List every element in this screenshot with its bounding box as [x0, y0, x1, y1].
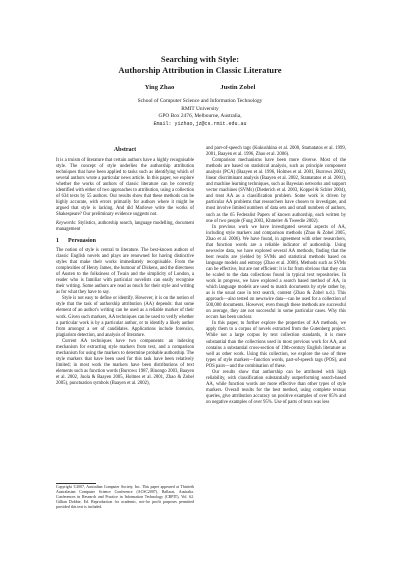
right-column-body: [206, 146, 346, 406]
title-line-2: Authorship Attribution in Classic Literature: [118, 65, 282, 75]
body-paragraph: In this paper, to further explore the properties of AA methods, we apply them to a corpus of novels extracted from the Gutenberg project. While not a large corpus by text collection standards, it is more substantial than the collections used in most previous work for AA, and contains a substantial cross-section of 19th-century English literature as well as other work. Using this collection, we explore the use of three types of style markers—function words, part-of-speech tags (POS), and POS pairs—and the combination of these.: [206, 321, 346, 369]
keywords-label: Keywords:: [56, 221, 77, 226]
left-column-body: [56, 248, 194, 387]
keywords-text: Stylistics, authorship search, language modelling, document management: [56, 221, 194, 233]
body-paragraph: In previous work we have investigated several aspects of AA, including style markers and comparison methods (Zhao & Zobel 2005, Zhao et al. 2006). We have found, in agreement with other researchers, that function words are a reliable indicator of authorship. Using newswire data, we have explored several AA methods, finding that the best results are yielded by SVMs and statistical methods based on language models and entropy (Zhao et al. 2006). Methods such as SVMs can be effective, but are not efficient: it is far from obvious that they can be scaled to the data collections found in typical text repositories. In work in progress, we have explored a search based method of AA, in which language models are used to match documents by style rather by, as is the usual case in text search, content (Zhao & Zobel n.d.). This approach—also tested on newswire data—can be used for a collection of 500,000 documents. However, even though these methods are successful on average, they are not successful in some particular cases. Why this occurs has been unclear.: [206, 224, 346, 321]
body-paragraph: Current AA techniques have two components: an indexing mechanism for extracting style markers from text, and a comparison mechanism for using the markers to determine probable authorship. The style markers that have been used for this task have been relatively limited; in most work the markers have been distributions of text elements such as function words (Burrows 1987, Binongo 2003, Baayen et al. 2002, Juola & Baayen 2005, Holmes et al. 2001, Zhao & Zobel 2005), punctuation symbols (Baayen et al. 2002),: [56, 338, 194, 387]
body-paragraph: Style is not easy to define or identify. However, it is on the notion of style that the task of authorship attribution (AA) depends: that some element of an author's writing can be used as a reliable marker of their work. Given such markers, AA techniques can be used to verify whether a particular work is by a particular author, or to identify a likely author from amongst a set of candidates. Applications include forensics, plagiarism detection, and analysis of literature.: [56, 296, 194, 338]
author-2: Justin Zobel: [220, 84, 256, 91]
body-paragraph: Comparison mechanisms have been more diverse. Most of the methods are based on statistical analysis, such as principle component analysis (PCA) (Baayen et al. 1996, Holmes et al. 2001, Burrows 2002), linear discriminant analysis (Baayen et al. 2002, Stamatatos et al. 2001), and machine learning techniques, such as Bayesian networks and support vector machines (SVMs) (Diederich et al. 2003, Koppel & Schler 2004), and treat AA as a classification problem. Some work is driven by particular AA problems that researchers have chosen to investigate, and most involve limited numbers of data sets and small numbers of authors, such as the 65 Federalist Papers of known authorship, each written by one of two people (Fung 2003, Khmelev & Tweedie 2002).: [206, 158, 346, 224]
body-paragraph: The notion of style is central to literature. The best-known authors of classic English novels and plays are renowned for having distinctive styles that make their works immediately recognisable. From the complexities of Henry James, the humour of Dickens, and the directness of Austen to the folksiness of Twain and the simplicity of London, a reader who is familiar with particular novelists can easily recognise their writing. Some authors are read as much for their style and writing as for what they have to say.: [56, 248, 194, 296]
copyright-footnote: Copyright ©2007, Australian Computer Society, Inc. This paper appeared at Thirtieth Australasian Computer Science Conference (ACSC2007), Ballarat, Australia. Conferences in Research and Practice in Information Technology (CRPIT), Vol. 62. Gillian Dobbie, Ed. Reproduction for academic, not-for profit purposes permitted provided this text is included.: [56, 485, 194, 510]
author-1: Ying Zhao: [144, 84, 175, 91]
body-paragraph: and part-of-speech tags (Kukushkina et al. 2000, Stamatatos et al. 1999, 2001, Baayen et al. 1996, Zhao et al. 2006).: [206, 146, 346, 158]
abstract-heading: Abstract: [113, 147, 137, 153]
affiliation-address: GPO Box 2476, Melbourne, Australia,: [158, 113, 242, 120]
affiliation: [0, 98, 400, 128]
affiliation-university: RMIT University: [181, 105, 219, 112]
section-title: Persuasion: [68, 238, 97, 244]
paper-title: [0, 54, 400, 76]
footnote-divider: [56, 483, 96, 484]
affiliation-email: Email: yizhao,jz@cs.rmit.edu.au: [153, 120, 247, 127]
section-heading: [56, 238, 194, 244]
abstract-paragraph: It is a truism of literature that certain authors have a highly recognisable style. The concept of style underlies the authorship attribution techniques that have been applied to tasks such as identifying which of several authors wrote a particular news article. In this paper, we explore whether the works of authors of classic literature can be correctly identified with either of two approaches to attribution, using a collection of 634 texts by 55 authors. Our results show that these methods can be highly accurate, with errors primarily for authors where it might be argued that style is lacking. And did Marlowe write the works of Shakespeare? Our preliminary evidence suggests not.: [56, 158, 194, 218]
section-number: 1: [56, 238, 59, 244]
abstract-text: [56, 158, 194, 218]
keywords: [56, 221, 194, 233]
title-line-1: Searching with Style:: [160, 54, 240, 64]
affiliation-school: School of Computer Science and Information Technology: [137, 98, 263, 104]
body-paragraph: Our results show that authorship can be attributed with high reliability, with classification substantially outperforming search-based AA, while function words are more effective than other types of style markers. Overall results for the best method, using complete textsas queries, give attribution accuracy on positive examples of over 85% and on negative examples of over 95%. Use of parts of texts was less: [206, 369, 346, 405]
author-list: [0, 84, 400, 91]
